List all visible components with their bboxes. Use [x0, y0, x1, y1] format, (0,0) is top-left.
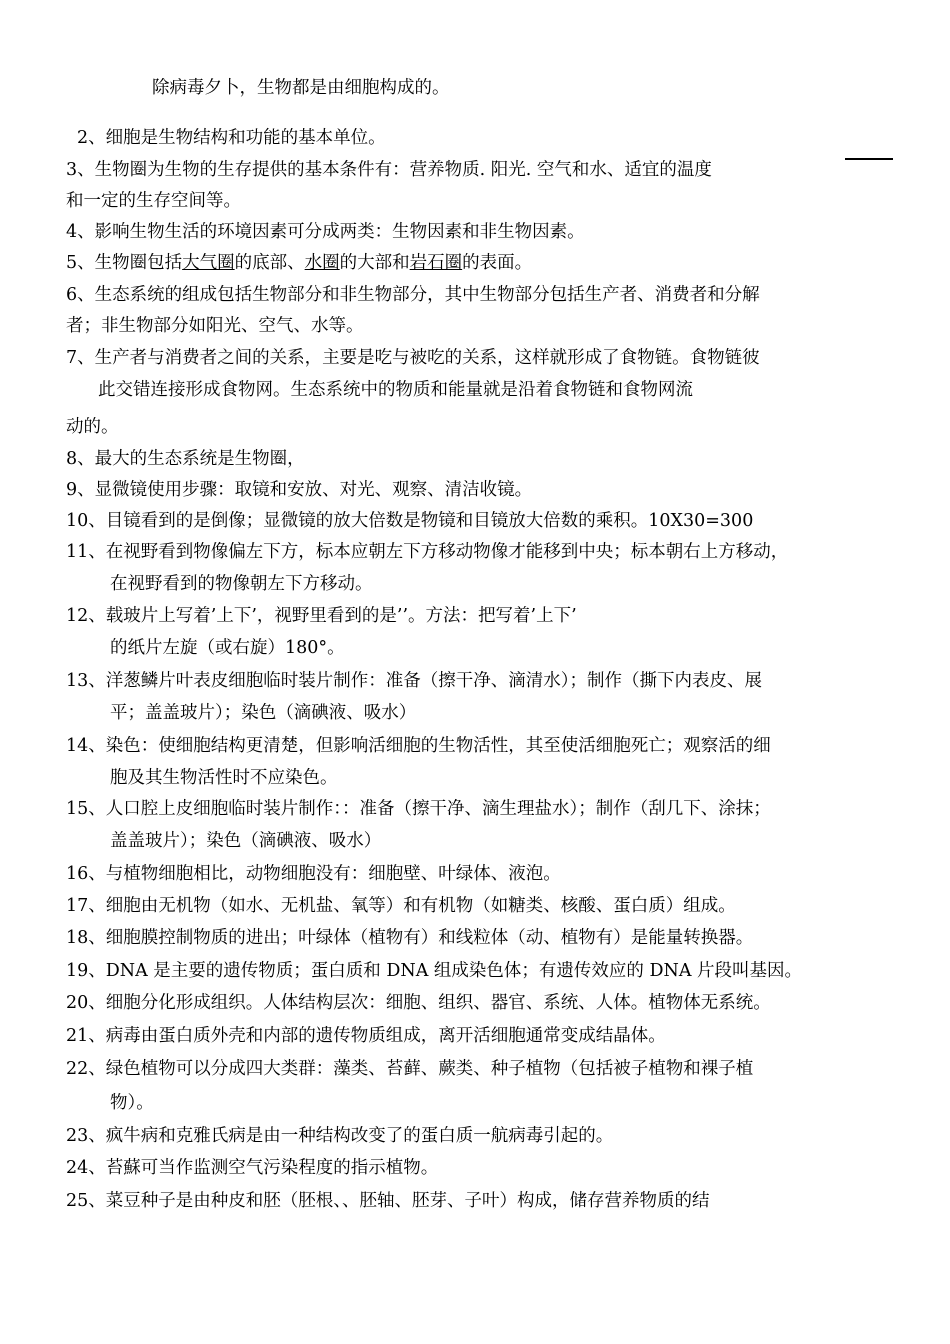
text-line: 10、目镜看到的是倒像；显微镜的放大倍数是物镜和目镜放大倍数的乘积。10X30=300: [66, 511, 754, 531]
text-line: 19、DNA 是主要的遗传物质；蛋白质和 DNA 组成染色体；有遗传效应的 DNA 片段叫基因。: [66, 961, 803, 981]
text-line: 2、细胞是生物结构和功能的基本单位。: [77, 128, 386, 148]
text-segment: 的大部和: [339, 253, 410, 273]
text-line: 13、洋葱鳞片叶表皮细胞临时装片制作：准备（擦干净、滴清水）；制作（撕下内表皮、展: [66, 671, 763, 691]
text-line: 23、疯牛病和克雅氏病是由一种结构改变了的蛋白质一航病毒引起的。: [66, 1126, 614, 1146]
text-line: 7、生产者与消费者之间的关系，主要是吃与被吃的关系，这样就形成了食物链。食物链彼: [66, 348, 760, 368]
text-segment: 的底部、: [234, 253, 305, 273]
text-line: 8、最大的生态系统是生物圈，: [66, 449, 305, 469]
text-line: 9、显微镜使用步骤：取镜和安放、对光、观察、清洁收镜。: [66, 480, 533, 500]
text-line: 平；盖盖玻片）；染色（滴碘液、吸水）: [110, 703, 417, 723]
text-segment: 5、生物圈包括: [66, 253, 183, 273]
margin-rule: [845, 158, 893, 160]
underlined-term: 水圈: [304, 253, 340, 273]
text-line: 4、影响生物生活的环境因素可分成两类：生物因素和非生物因素。: [66, 222, 585, 242]
text-line: 17、细胞由无机物（如水、无机盐、氧等）和有机物（如糖类、核酸、蛋白质）组成。: [66, 896, 736, 916]
text-segment: 的表面。: [462, 253, 533, 273]
text-line: 物）。: [110, 1093, 154, 1113]
text-line: 11、在视野看到物像偏左下方，标本应朝左下方移动物像才能移到中央；标本朝右上方移动，: [66, 542, 789, 562]
text-line: 此交错连接形成食物网。生态系统中的物质和能量就是沿着食物链和食物网流: [98, 380, 693, 400]
text-line: 18、细胞膜控制物质的进出；叶绿体（植物有）和线粒体（动、植物有）是能量转换器。: [66, 928, 754, 948]
underlined-term: 大气圈: [182, 253, 235, 273]
text-line: 动的。: [66, 417, 119, 437]
text-line: 21、病毒由蛋白质外壳和内部的遗传物质组成，离开活细胞通常变成结晶体。: [66, 1026, 666, 1046]
text-line: 者；非生物部分如阳光、空气、水等。: [66, 316, 364, 336]
text-line: 的纸片左旋（或右旋）180°。: [110, 638, 345, 658]
text-line: 和一定的生存空间等。: [66, 191, 241, 211]
text-line: 15、人口腔上皮细胞临时装片制作：：准备（擦干净、滴生理盐水）；制作（刮几下、涂抹；: [66, 799, 771, 819]
text-line: 14、染色：使细胞结构更清楚，但影响活细胞的生物活性，其至使活细胞死亡；观察活的细: [66, 736, 771, 756]
text-line: [66, 252, 532, 274]
text-line: 12、载玻片上写着’上下’，视野里看到的是’’。方法：把写着’上下’: [66, 606, 577, 626]
text-line: 20、细胞分化形成组织。人体结构层次：细胞、组织、器官、系统、人体。植物体无系统。: [66, 993, 771, 1013]
text-line: 盖盖玻片）；染色（滴碘液、吸水）: [110, 831, 382, 851]
text-line: 在视野看到的物像朝左下方移动。: [110, 574, 373, 594]
text-line: 6、生态系统的组成包括生物部分和非生物部分，其中生物部分包括生产者、消费者和分解: [66, 285, 760, 305]
text-line: 胞及其生物活性时不应染色。: [110, 768, 338, 788]
text-line: 22、绿色植物可以分成四大类群：藻类、苔藓、蕨类、种子植物（包括被子植物和裸子植: [66, 1059, 754, 1079]
text-line: 3、生物圈为生物的生存提供的基本条件有：营养物质. 阳光. 空气和水、适宜的温度: [66, 160, 712, 180]
text-line: 25、菜豆种子是由种皮和胚（胚根、、胚轴、胚芽、子叶）构成，储存营养物质的结: [66, 1191, 710, 1211]
text-line: 24、苔蘇可当作监测空气污染程度的指示植物。: [66, 1158, 439, 1178]
text-line: 除病毒夕卜，生物都是由细胞构成的。: [152, 78, 450, 98]
text-line: 16、与植物细胞相比，动物细胞没有：细胞壁、叶绿体、液泡。: [66, 864, 561, 884]
underlined-term: 岩石圈: [409, 253, 463, 273]
